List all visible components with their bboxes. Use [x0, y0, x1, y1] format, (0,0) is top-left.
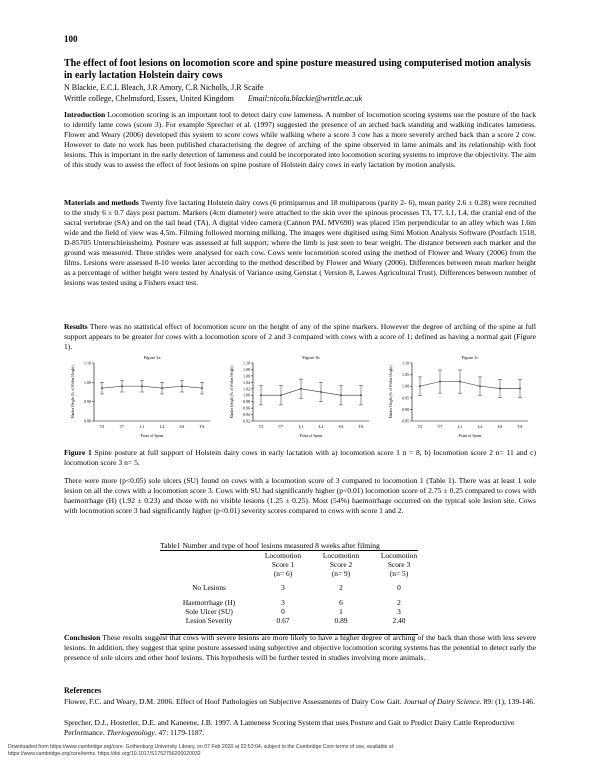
- footer-line-1: Downloaded from https://www.cambridge.org/core. Gothenburg University Library, on 07 Feb 2020 at 22:53:04, subject to the Cambridge Core terms of use, available at: [8, 744, 394, 750]
- figure-caption-label: Figure 1: [64, 448, 92, 457]
- series-line: [261, 389, 361, 395]
- y-tick-label: 1.06: [243, 373, 250, 379]
- reference-2: Sprecher, D.J., Hostetler, D.E. and Kaneene, J.B. 1997. A Lameness Scoring System that uses Posture and Gait to Predict Dairy Cattle Reproductive Performance. Theriogenology. 47: 1179-1187.: [64, 718, 515, 737]
- data-point: [300, 388, 302, 390]
- table-row: Sole Ulcer (SU) 0 1 3: [185, 607, 401, 616]
- data-point: [419, 385, 421, 387]
- x-tick-label: L4: [477, 424, 483, 429]
- affiliation-text: Writtle college, Chelmsford, Essex, United Kingdom: [64, 94, 234, 103]
- data-point: [260, 394, 262, 396]
- data-point: [201, 387, 203, 389]
- table-row: Haemorrhage (H) 3 6 2: [182, 598, 401, 607]
- figure-1c-chart: [384, 353, 534, 445]
- table-row: No Lesions 3 2 0: [192, 583, 401, 592]
- figure-1c-panel: [384, 353, 534, 445]
- x-tick-label: T7: [437, 424, 443, 429]
- figure-1: [64, 353, 536, 445]
- table-title: Table1 Number and type of hoof lesions measured 8 weeks after filming: [160, 541, 380, 550]
- data-point: [161, 387, 163, 389]
- data-point: [439, 381, 441, 383]
- x-axis-label: Point of Spine: [458, 433, 482, 438]
- table-row: Lesion Severity 0.67 0.89 2.40: [185, 616, 406, 625]
- figure-caption-text: Spine posture at full support of Holstein dairy cows in early lactation with a) locomotion score 1 n = 8, b) locomotion score 2 n= 11 and c) locomotion score 3 n= 5.: [64, 448, 536, 467]
- references-heading: References: [64, 686, 102, 695]
- y-tick-label: 0.95: [402, 395, 409, 401]
- y-tick-label: 1.10: [84, 360, 91, 366]
- figure-1a-chart: [66, 353, 216, 445]
- x-tick-label: SA: [338, 424, 344, 429]
- y-axis-label: Marker Height (% of Wither Height): [389, 365, 393, 419]
- lesion-table: [164, 551, 428, 625]
- col-header-3: Locomotion Score 3 (n= 5): [380, 551, 418, 578]
- download-footer: [8, 744, 568, 758]
- table-header-row: [164, 551, 428, 578]
- email: Email:nicola.blackie@writtle.ac.uk: [247, 94, 363, 103]
- data-point: [141, 385, 143, 387]
- x-tick-label: L4: [159, 424, 165, 429]
- figure-1b-panel: [225, 353, 375, 445]
- conclusion-heading: Conclusion: [64, 633, 101, 642]
- conclusion-paragraph: [64, 633, 536, 663]
- affiliation: [64, 94, 534, 104]
- x-tick-label: L1: [139, 424, 145, 429]
- data-point: [340, 394, 342, 396]
- y-tick-label: 0.98: [243, 399, 250, 405]
- y-tick-label: 0.92: [243, 418, 250, 424]
- x-tick-label: T7: [278, 424, 284, 429]
- results-paragraph: [64, 322, 536, 352]
- data-point: [121, 385, 123, 387]
- data-point: [479, 385, 481, 387]
- figure-1a-panel: [66, 353, 216, 445]
- page-number: 100: [64, 34, 78, 44]
- x-tick-label: TA: [358, 424, 364, 429]
- figure-caption: [64, 448, 536, 468]
- y-tick-label: 1.04: [243, 379, 250, 385]
- y-tick-label: 1.05: [402, 372, 409, 378]
- y-tick-label: 1.08: [243, 366, 250, 372]
- x-tick-label: T3: [417, 424, 423, 429]
- series-line: [102, 386, 202, 388]
- methods-text: Twenty five lactating Holstein dairy cows (6 primiparous and 18 multiparous (parity 2- 6), mean parity 2.6 ± 0.28) were recruited to the study 6 ± 0.7 days post partum. Markers (4cm diameter) were attached to the skin over the spinous processes T3, T7, L1, L4, the cranial end of the sacral vertebrae (SA) and on the tail head (TA). A digital video camera (Cannon PAL MV690) was placed 15m perpendicular to an alley which was 1.6m wide and the field of view was 4.5m. Filming followed morning milking. The images were digitised using Simi Motion Analysis Software (Postfach 1518, D-85705 Unterschleissheim). Posture was assessed at full support; where the limb is just seen to bear weight. The distance between each marker and the ground was measured. Three strides were analysed for each cow. Cows were locomotion scored using the method of Flower and Weary (2006) from the films. Lesions were assessed 8-10 weeks later according to the method described by Flower and Weary (2006). Differences between mean marker height as a percentage of wither height were tested by Analysis of Variance using Genstat ( Version 8, Lawes Agricultural Trust). Differences between number of lesions was tested using a Fishers exact test.: [64, 198, 537, 287]
- data-point: [320, 391, 322, 393]
- figure-1b-chart: [225, 353, 375, 445]
- chart-title: Figure 1c: [461, 355, 479, 360]
- y-tick-label: 1.10: [402, 360, 409, 366]
- y-tick-label: 0.90: [402, 406, 409, 412]
- methods-paragraph: [64, 198, 536, 288]
- results-text: There was no statistical effect of locomotion score on the height of any of the spine markers. However the degree of arching of the spine at full support appears to be greater for cows with a locomotion score of 2 and 3 compared with cows with a score of 1; defined as having a normal gait (Figure 1).: [64, 322, 536, 351]
- data-point: [280, 394, 282, 396]
- y-tick-label: 0.90: [84, 399, 91, 405]
- introduction-heading: Introduction: [64, 110, 106, 119]
- y-tick-label: 0.85: [402, 418, 409, 424]
- reference-1: Flower, F.C. and Weary, D.M. 2006. Effect of Hoof Pathologies on Subjective Assessments of Dairy Cow Gait. Journal of Dairy Science. 89: (1), 139-146.: [64, 697, 535, 706]
- results-heading: Results: [64, 322, 88, 331]
- y-tick-label: 1.00: [84, 379, 91, 385]
- col-header-2: Locomotion Score 2 (n= 9): [322, 551, 360, 578]
- x-tick-label: L4: [318, 424, 324, 429]
- x-tick-label: TA: [517, 424, 523, 429]
- x-axis-label: Point of Spine: [140, 433, 164, 438]
- y-tick-label: 1.00: [402, 383, 409, 389]
- conclusion-text: These results suggest that cows with severe lesions are more likely to have a higher degree of arching of the back than those with less severe lesions. In addition, they suggest that spine posture assessed using subjective and objective locomotion scoring systems has the potential to detect early the presence of sole ulcers and other hoof lesions. This hypothesis will be further tested in studies involving more animals.: [64, 633, 536, 662]
- chart-title: Figure 1b: [302, 355, 320, 360]
- paper-title: The effect of foot lesions on locomotion score and spine posture measured using computerised motion analysis in early lactation Holstein dairy cows: [64, 58, 531, 81]
- data-point: [519, 388, 521, 390]
- data-point: [459, 381, 461, 383]
- y-tick-label: 1.10: [243, 360, 250, 366]
- chart-title: Figure 1a: [143, 355, 161, 360]
- x-tick-label: T3: [99, 424, 105, 429]
- authors: N Blackie, E.C.L Bleach, J.R Amory, C.R Nicholls, J.R Scaife: [64, 83, 264, 92]
- y-tick-label: 0.96: [243, 405, 250, 411]
- introduction-text: Locomotion scoring is an important tool to detect dairy cow lameness. A number of locomotion scoring systems use the posture of the back to identify lame cows (score 3). For example Sprecher et al. (1997) suggested the presence of an arched back standing and walking indicates lameness. Flower and Weary (2006) developed this system to score cows while walking where a score 3 cow has a more severely arched back than a score 2 cow. However to date no work has been published characterising the degree of arching of the spine observed in lame animals and its relationship with foot lesions. This is important in the early detection of lameness and could be incorporated into locomotion scoring systems to improve the objectivity. The aim of this study was to assess the effect of foot lesions on spine posture of Holstein dairy cows in early lactation by motion analysis.: [64, 110, 536, 169]
- x-tick-label: T3: [258, 424, 264, 429]
- y-tick-label: 1.02: [243, 386, 250, 392]
- y-tick-label: 1.00: [243, 392, 250, 398]
- x-tick-label: T7: [119, 424, 125, 429]
- x-tick-label: L1: [298, 424, 304, 429]
- col-header-1: Locomotion Score 1 (n= 6): [264, 551, 302, 578]
- data-point: [360, 394, 362, 396]
- x-tick-label: L1: [457, 424, 463, 429]
- methods-heading: Materials and methods: [64, 198, 139, 207]
- footer-line-2[interactable]: https://www.cambridge.org/core/terms. https://doi.org/10.1017/S1752756200020032: [8, 751, 201, 757]
- y-tick-label: 0.80: [84, 418, 91, 424]
- introduction-paragraph: [64, 110, 536, 170]
- data-point: [181, 385, 183, 387]
- y-axis-label: Marker Height (% of Wither Height): [230, 365, 234, 419]
- y-tick-label: 0.94: [243, 412, 250, 418]
- x-tick-label: TA: [199, 424, 205, 429]
- series-line: [420, 382, 520, 389]
- data-point: [101, 387, 103, 389]
- x-axis-label: Point of Spine: [299, 433, 323, 438]
- x-tick-label: SA: [179, 424, 185, 429]
- y-axis-label: Marker Height (% of Wither Height): [71, 365, 75, 419]
- lesion-results-paragraph: There were more (p<0.05) sole ulcers (SU) found on cows with a locomotion score of 3 compared to locomotion 1 (Table 1). There was at least 1 sole lesion on all the cows with a locomotion score 3. Cows with SU had significantly higher (p<0.01) locomotion score of 2.75 ± 0.25 compared to cows with haemorrhage (H) (1.92 ± 0.23) and those with no visible lesions (1.25 ± 0.25). Most (54%) haemorrhage occurred on the typical sole lesion site. Cows with locomotion score 3 had significantly higher (p<0.01) severity scores compared to cows with score 1 and 2.: [64, 476, 536, 515]
- data-point: [499, 388, 501, 390]
- x-tick-label: SA: [497, 424, 503, 429]
